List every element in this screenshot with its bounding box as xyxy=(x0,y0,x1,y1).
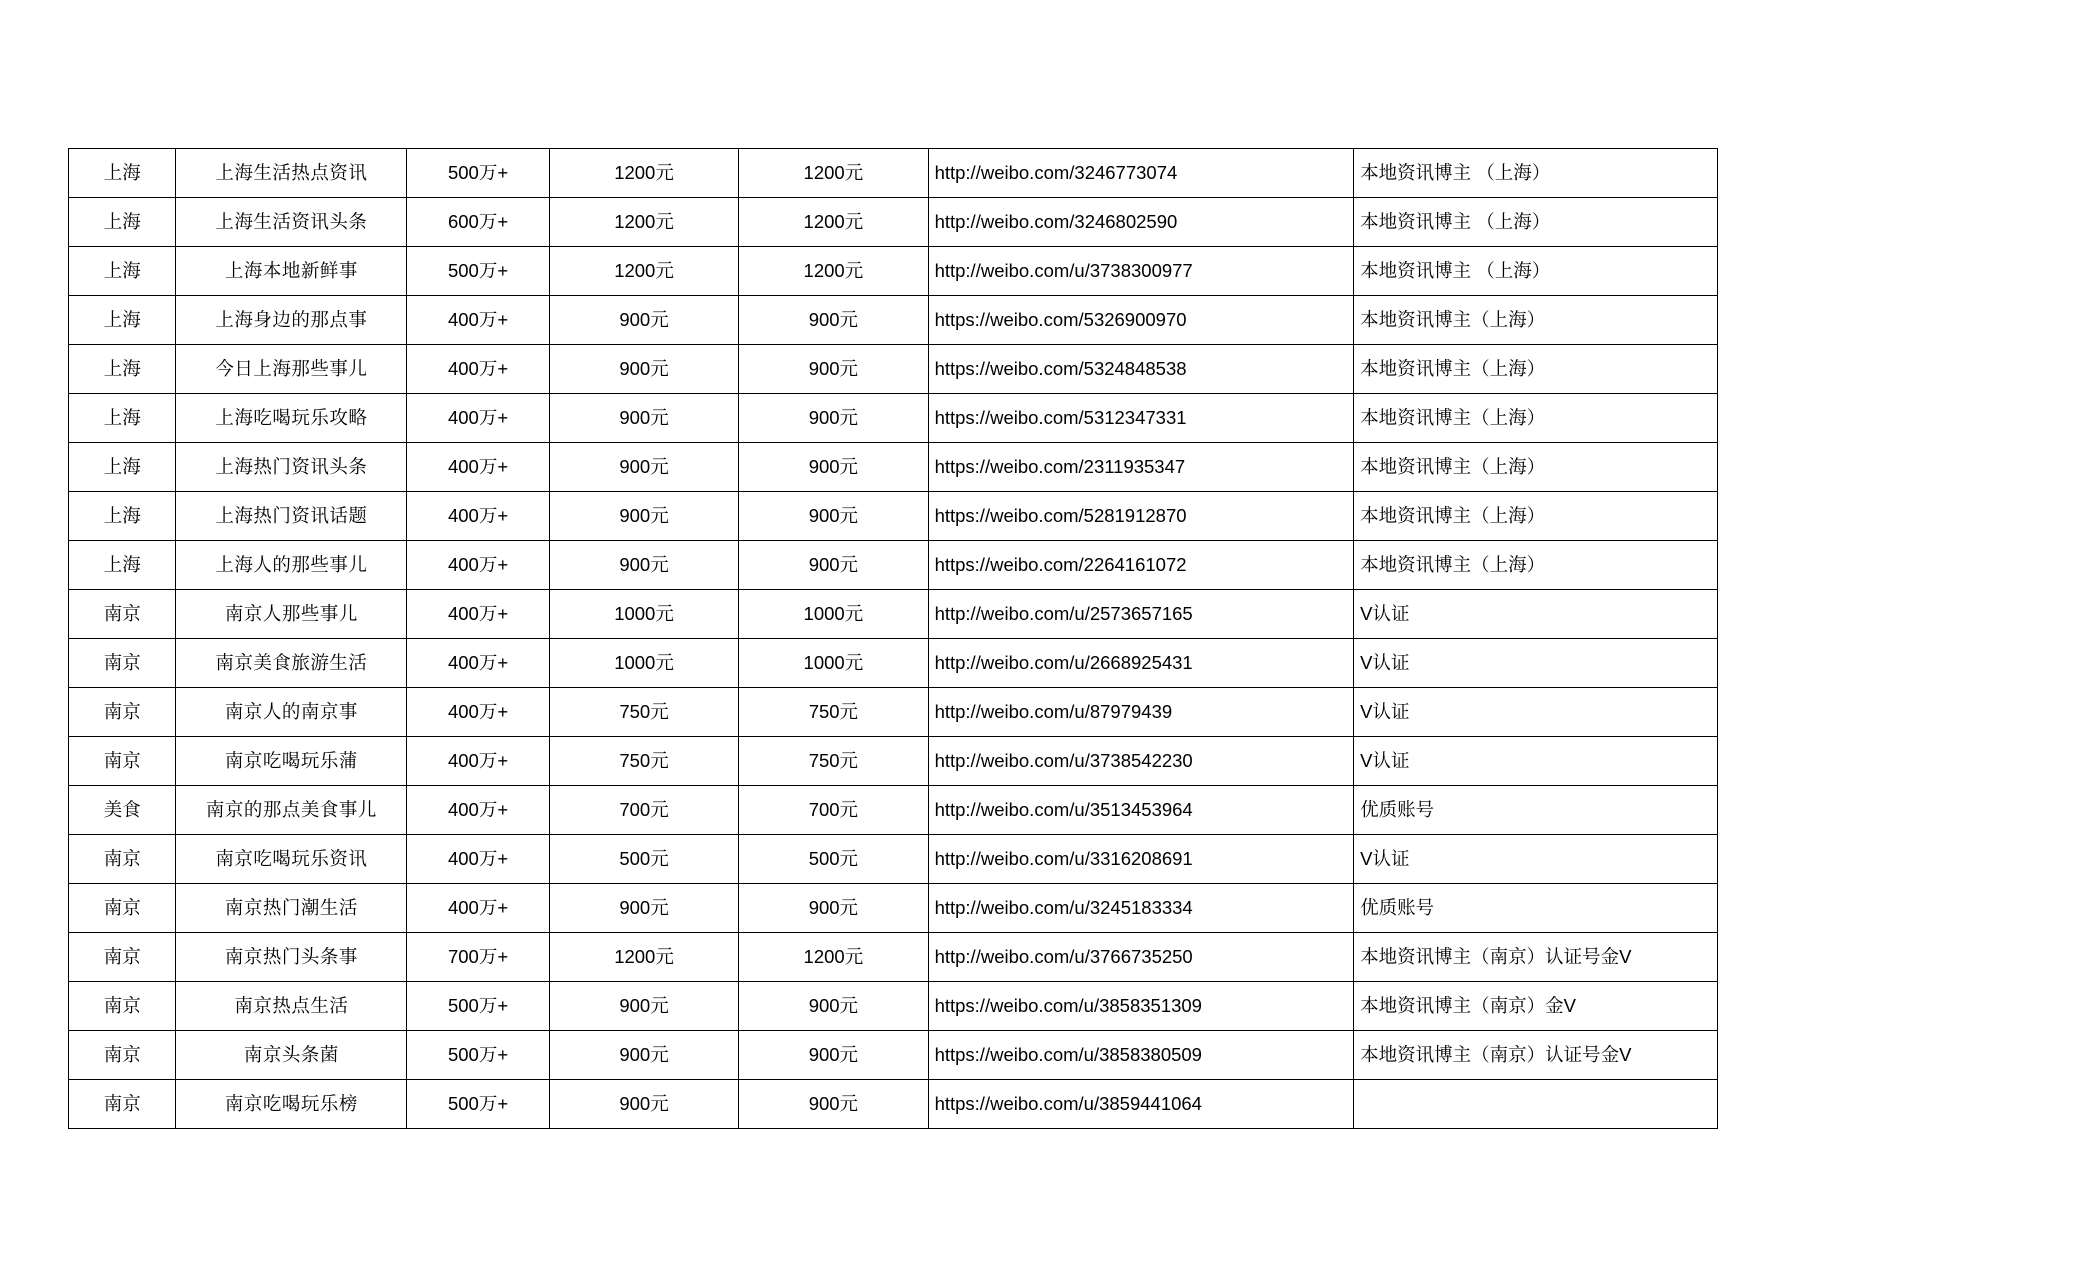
cell-city: 美食 xyxy=(69,786,176,835)
cell-fans: 400万+ xyxy=(407,639,550,688)
cell-price-2: 900元 xyxy=(739,345,928,394)
cell-account-name: 上海生活资讯头条 xyxy=(176,198,407,247)
table-row xyxy=(69,835,1718,884)
cell-fans: 400万+ xyxy=(407,296,550,345)
cell-fans: 400万+ xyxy=(407,541,550,590)
cell-url[interactable]: https://weibo.com/2311935347 xyxy=(928,443,1354,492)
cell-url[interactable]: http://weibo.com/u/3738542230 xyxy=(928,737,1354,786)
cell-price-1: 750元 xyxy=(549,737,738,786)
cell-account-name: 南京吃喝玩乐榜 xyxy=(176,1080,407,1129)
cell-account-name: 南京人那些事儿 xyxy=(176,590,407,639)
cell-price-1: 1200元 xyxy=(549,198,738,247)
table-row xyxy=(69,1080,1718,1129)
cell-account-name: 南京头条菌 xyxy=(176,1031,407,1080)
cell-price-2: 750元 xyxy=(739,737,928,786)
table-row xyxy=(69,198,1718,247)
cell-city: 上海 xyxy=(69,443,176,492)
cell-note: 优质账号 xyxy=(1354,884,1718,933)
table-row xyxy=(69,639,1718,688)
cell-city: 南京 xyxy=(69,688,176,737)
cell-account-name: 南京美食旅游生活 xyxy=(176,639,407,688)
cell-price-2: 1200元 xyxy=(739,198,928,247)
cell-price-2: 750元 xyxy=(739,688,928,737)
cell-price-1: 1200元 xyxy=(549,149,738,198)
cell-url[interactable]: http://weibo.com/u/3316208691 xyxy=(928,835,1354,884)
cell-account-name: 上海热门资讯话题 xyxy=(176,492,407,541)
cell-account-name: 南京的那点美食事儿 xyxy=(176,786,407,835)
cell-fans: 500万+ xyxy=(407,1031,550,1080)
cell-url[interactable]: https://weibo.com/5281912870 xyxy=(928,492,1354,541)
cell-account-name: 上海本地新鲜事 xyxy=(176,247,407,296)
cell-note: V认证 xyxy=(1354,590,1718,639)
cell-price-2: 1200元 xyxy=(739,149,928,198)
cell-price-1: 900元 xyxy=(549,492,738,541)
cell-fans: 500万+ xyxy=(407,1080,550,1129)
cell-account-name: 南京热点生活 xyxy=(176,982,407,1031)
cell-city: 南京 xyxy=(69,1080,176,1129)
cell-city: 上海 xyxy=(69,541,176,590)
cell-fans: 600万+ xyxy=(407,198,550,247)
cell-city: 南京 xyxy=(69,884,176,933)
cell-url[interactable]: http://weibo.com/u/2573657165 xyxy=(928,590,1354,639)
cell-price-1: 900元 xyxy=(549,1031,738,1080)
cell-url[interactable]: https://weibo.com/u/3858380509 xyxy=(928,1031,1354,1080)
cell-url[interactable]: https://weibo.com/5326900970 xyxy=(928,296,1354,345)
cell-price-1: 900元 xyxy=(549,1080,738,1129)
cell-price-1: 900元 xyxy=(549,394,738,443)
cell-price-1: 1000元 xyxy=(549,590,738,639)
cell-note: V认证 xyxy=(1354,688,1718,737)
cell-note: V认证 xyxy=(1354,639,1718,688)
cell-price-2: 900元 xyxy=(739,1080,928,1129)
cell-price-2: 1200元 xyxy=(739,247,928,296)
table-row xyxy=(69,345,1718,394)
cell-price-2: 900元 xyxy=(739,1031,928,1080)
cell-fans: 400万+ xyxy=(407,884,550,933)
cell-price-2: 1200元 xyxy=(739,933,928,982)
cell-account-name: 南京人的南京事 xyxy=(176,688,407,737)
cell-fans: 400万+ xyxy=(407,737,550,786)
cell-price-2: 700元 xyxy=(739,786,928,835)
table-row xyxy=(69,982,1718,1031)
cell-note xyxy=(1354,1080,1718,1129)
table-row xyxy=(69,590,1718,639)
table-row xyxy=(69,492,1718,541)
account-price-table-wrapper xyxy=(68,148,1718,1129)
cell-note: V认证 xyxy=(1354,737,1718,786)
cell-fans: 400万+ xyxy=(407,345,550,394)
cell-city: 南京 xyxy=(69,590,176,639)
cell-note: 本地资讯博主 （上海） xyxy=(1354,198,1718,247)
cell-fans: 700万+ xyxy=(407,933,550,982)
cell-price-1: 750元 xyxy=(549,688,738,737)
cell-fans: 500万+ xyxy=(407,149,550,198)
cell-note: V认证 xyxy=(1354,835,1718,884)
cell-fans: 400万+ xyxy=(407,590,550,639)
cell-note: 本地资讯博主（上海） xyxy=(1354,443,1718,492)
table-row xyxy=(69,296,1718,345)
cell-url[interactable]: https://weibo.com/2264161072 xyxy=(928,541,1354,590)
cell-price-2: 900元 xyxy=(739,541,928,590)
cell-price-2: 900元 xyxy=(739,296,928,345)
cell-url[interactable]: http://weibo.com/u/3766735250 xyxy=(928,933,1354,982)
cell-price-1: 900元 xyxy=(549,541,738,590)
cell-city: 南京 xyxy=(69,639,176,688)
cell-fans: 500万+ xyxy=(407,982,550,1031)
cell-fans: 400万+ xyxy=(407,394,550,443)
cell-fans: 400万+ xyxy=(407,492,550,541)
cell-city: 上海 xyxy=(69,296,176,345)
cell-account-name: 上海热门资讯头条 xyxy=(176,443,407,492)
cell-fans: 400万+ xyxy=(407,786,550,835)
cell-price-1: 700元 xyxy=(549,786,738,835)
cell-url[interactable]: http://weibo.com/3246773074 xyxy=(928,149,1354,198)
table-row xyxy=(69,541,1718,590)
cell-price-1: 1200元 xyxy=(549,933,738,982)
cell-fans: 400万+ xyxy=(407,835,550,884)
cell-url[interactable]: http://weibo.com/u/2668925431 xyxy=(928,639,1354,688)
table-row xyxy=(69,394,1718,443)
cell-note: 本地资讯博主（南京）金V xyxy=(1354,982,1718,1031)
cell-note: 优质账号 xyxy=(1354,786,1718,835)
table-row xyxy=(69,149,1718,198)
cell-price-2: 900元 xyxy=(739,394,928,443)
cell-city: 上海 xyxy=(69,247,176,296)
cell-price-1: 900元 xyxy=(549,296,738,345)
cell-city: 南京 xyxy=(69,737,176,786)
cell-account-name: 南京吃喝玩乐蒲 xyxy=(176,737,407,786)
cell-price-1: 900元 xyxy=(549,345,738,394)
cell-fans: 400万+ xyxy=(407,688,550,737)
cell-city: 上海 xyxy=(69,492,176,541)
cell-price-1: 900元 xyxy=(549,443,738,492)
cell-note: 本地资讯博主（南京）认证号金V xyxy=(1354,1031,1718,1080)
cell-account-name: 上海身边的那点事 xyxy=(176,296,407,345)
cell-note: 本地资讯博主（上海） xyxy=(1354,296,1718,345)
cell-city: 南京 xyxy=(69,982,176,1031)
cell-price-2: 900元 xyxy=(739,443,928,492)
cell-price-2: 900元 xyxy=(739,884,928,933)
cell-url[interactable]: https://weibo.com/u/3859441064 xyxy=(928,1080,1354,1129)
cell-note: 本地资讯博主（上海） xyxy=(1354,394,1718,443)
cell-url[interactable]: https://weibo.com/5324848538 xyxy=(928,345,1354,394)
cell-account-name: 南京吃喝玩乐资讯 xyxy=(176,835,407,884)
cell-note: 本地资讯博主（上海） xyxy=(1354,541,1718,590)
cell-price-2: 500元 xyxy=(739,835,928,884)
account-price-table xyxy=(68,148,1718,1129)
cell-price-1: 500元 xyxy=(549,835,738,884)
cell-note: 本地资讯博主（上海） xyxy=(1354,492,1718,541)
cell-price-2: 900元 xyxy=(739,982,928,1031)
cell-city: 上海 xyxy=(69,149,176,198)
cell-city: 上海 xyxy=(69,394,176,443)
cell-price-2: 1000元 xyxy=(739,639,928,688)
cell-url[interactable]: http://weibo.com/u/3245183334 xyxy=(928,884,1354,933)
cell-url[interactable]: http://weibo.com/u/87979439 xyxy=(928,688,1354,737)
table-row xyxy=(69,737,1718,786)
cell-fans: 400万+ xyxy=(407,443,550,492)
table-body xyxy=(69,149,1718,1129)
cell-city: 上海 xyxy=(69,345,176,394)
cell-city: 南京 xyxy=(69,933,176,982)
table-row xyxy=(69,786,1718,835)
cell-url[interactable]: https://weibo.com/u/3858351309 xyxy=(928,982,1354,1031)
cell-price-2: 1000元 xyxy=(739,590,928,639)
table-row xyxy=(69,933,1718,982)
cell-price-2: 900元 xyxy=(739,492,928,541)
cell-city: 南京 xyxy=(69,835,176,884)
cell-city: 上海 xyxy=(69,198,176,247)
cell-url[interactable]: https://weibo.com/5312347331 xyxy=(928,394,1354,443)
cell-account-name: 上海生活热点资讯 xyxy=(176,149,407,198)
cell-note: 本地资讯博主（南京）认证号金V xyxy=(1354,933,1718,982)
table-row xyxy=(69,443,1718,492)
cell-account-name: 上海吃喝玩乐攻略 xyxy=(176,394,407,443)
cell-account-name: 今日上海那些事儿 xyxy=(176,345,407,394)
cell-price-1: 900元 xyxy=(549,884,738,933)
table-row xyxy=(69,884,1718,933)
cell-note: 本地资讯博主 （上海） xyxy=(1354,149,1718,198)
cell-price-1: 900元 xyxy=(549,982,738,1031)
cell-url[interactable]: http://weibo.com/u/3738300977 xyxy=(928,247,1354,296)
cell-note: 本地资讯博主 （上海） xyxy=(1354,247,1718,296)
cell-url[interactable]: http://weibo.com/u/3513453964 xyxy=(928,786,1354,835)
cell-note: 本地资讯博主（上海） xyxy=(1354,345,1718,394)
cell-fans: 500万+ xyxy=(407,247,550,296)
table-row xyxy=(69,247,1718,296)
table-row xyxy=(69,1031,1718,1080)
cell-price-1: 1200元 xyxy=(549,247,738,296)
table-row xyxy=(69,688,1718,737)
cell-account-name: 南京热门潮生活 xyxy=(176,884,407,933)
cell-account-name: 上海人的那些事儿 xyxy=(176,541,407,590)
cell-account-name: 南京热门头条事 xyxy=(176,933,407,982)
cell-city: 南京 xyxy=(69,1031,176,1080)
cell-price-1: 1000元 xyxy=(549,639,738,688)
cell-url[interactable]: http://weibo.com/3246802590 xyxy=(928,198,1354,247)
